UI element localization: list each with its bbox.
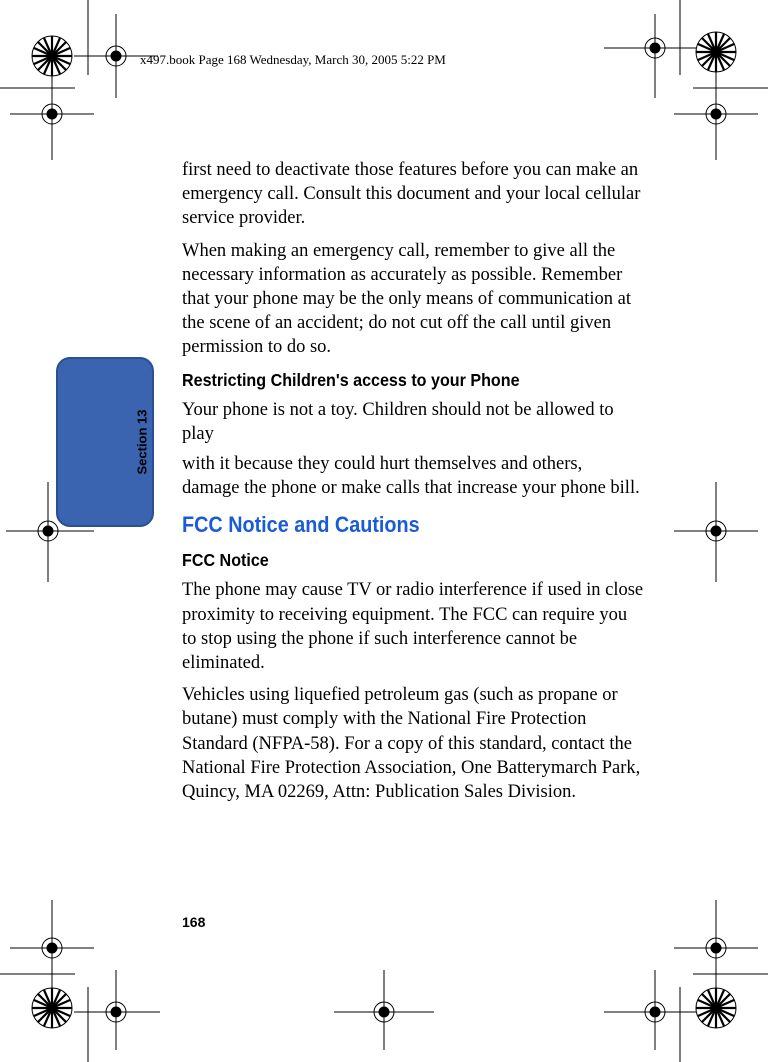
paragraph-not-a-toy: Your phone is not a toy. Children should not be allowed to play — [182, 399, 614, 444]
paragraph-emergency-call: When making an emergency call, remember to give all the necessary information as accurately as possible. Remember that your phone may be the only means of communication at the scene of an accident; do not cut off the call until given permission to do so. — [182, 240, 632, 358]
page-content — [182, 158, 644, 812]
print-header-line: x497.book Page 168 Wednesday, March 30, 2005 5:22 PM — [140, 52, 446, 67]
paragraph-emergency-features: first need to deactivate those features before you can make an emergency call. Consult this document and your local cellular service provider. — [182, 160, 641, 229]
section-tab-label: Section 13 — [134, 409, 150, 475]
heading-fcc-notice-cautions: FCC Notice and Cautions — [182, 512, 420, 538]
heading-restricting-children: Restricting Children's access to your Phone — [182, 369, 520, 390]
paragraph-hurt-themselves: with it because they could hurt themselves and others, damage the phone or make calls that increase your phone bill. — [182, 454, 640, 499]
heading-fcc-notice: FCC Notice — [182, 550, 269, 571]
paragraph-interference: The phone may cause TV or radio interference if used in close proximity to receiving equipment. The FCC can require you to stop using the phone if such interference cannot be eliminated. — [182, 580, 644, 674]
paragraph-lpg-vehicles: Vehicles using liquefied petroleum gas (such as propane or butane) must comply with the National Fire Protection Standard (NFPA-58). For a copy of this standard, contact the National Fire Protection Association, One Batterymarch Park, Quincy, MA 02269, Attn: Publication Sales Division. — [182, 685, 641, 803]
page-number: 168 — [182, 914, 206, 930]
